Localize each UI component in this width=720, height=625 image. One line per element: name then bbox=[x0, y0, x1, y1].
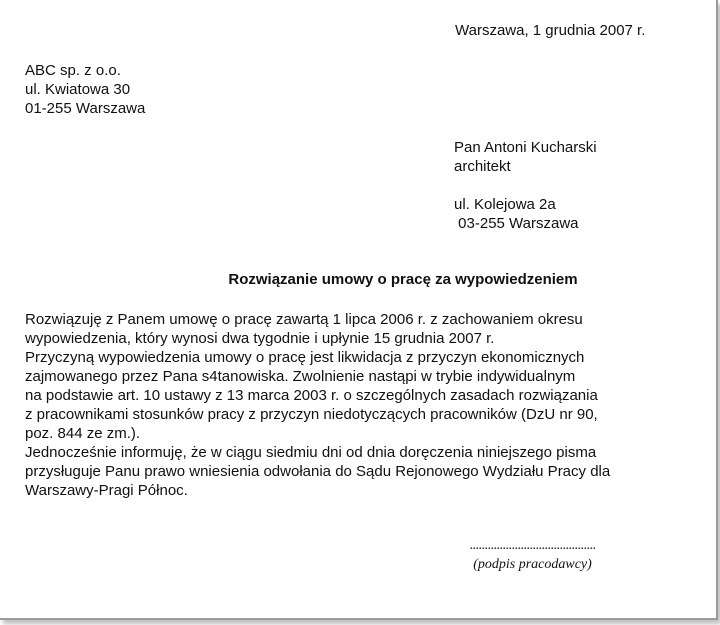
sender-city: 01-255 Warszawa bbox=[25, 100, 146, 117]
sender-street: ul. Kwiatowa 30 bbox=[25, 81, 131, 98]
body-line: Warszawy-Pragi Północ. bbox=[25, 482, 188, 499]
letter-body bbox=[25, 310, 705, 500]
body-line: z pracownikami stosunków pracy z przyczyn niedotyczących pracowników (DzU nr 90, bbox=[25, 406, 598, 423]
recipient-street: ul. Kolejowa 2a bbox=[454, 196, 556, 213]
sender-company: ABC sp. z o.o. bbox=[25, 62, 121, 79]
sender-address bbox=[25, 61, 145, 118]
recipient-name: Pan Antoni Kucharski bbox=[454, 139, 597, 156]
body-line: na podstawie art. 10 ustawy z 13 marca 2003 r. o szczególnych zasadach rozwiązania bbox=[25, 387, 598, 404]
letter-date: Warszawa, 1 grudnia 2007 r. bbox=[455, 22, 646, 39]
body-line: Jednocześnie informuję, że w ciągu siedmiu dni od dnia doręczenia niniejszego pisma bbox=[25, 444, 597, 461]
signature-caption: (podpis pracodawcy) bbox=[473, 557, 592, 572]
body-line: Przyczyną wypowiedzenia umowy o pracę jest likwidacja z przyczyn ekonomicznych bbox=[25, 349, 585, 366]
signature-line: .......................................... bbox=[469, 538, 596, 553]
letter-title: Rozwiązanie umowy o pracę za wypowiedzeniem bbox=[228, 271, 578, 288]
address-spacer bbox=[454, 176, 597, 195]
recipient-address bbox=[454, 138, 597, 233]
recipient-city: 03-255 Warszawa bbox=[454, 215, 579, 232]
body-line: poz. 844 ze zm.). bbox=[25, 425, 141, 442]
body-line: przysługuje Panu prawo wniesienia odwołania do Sądu Rejonowego Wydziału Pracy dla bbox=[25, 463, 611, 480]
body-line: Rozwiązuję z Panem umowę o pracę zawartą 1 lipca 2006 r. z zachowaniem okresu bbox=[25, 311, 583, 328]
recipient-role: architekt bbox=[454, 158, 511, 175]
body-line: zajmowanego przez Pana s4tanowiska. Zwolnienie nastąpi w trybie indywidualnym bbox=[25, 368, 576, 385]
signature-block bbox=[460, 539, 605, 573]
body-line: wypowiedzenia, który wynosi dwa tygodnie i upłynie 15 grudnia 2007 r. bbox=[25, 330, 495, 347]
